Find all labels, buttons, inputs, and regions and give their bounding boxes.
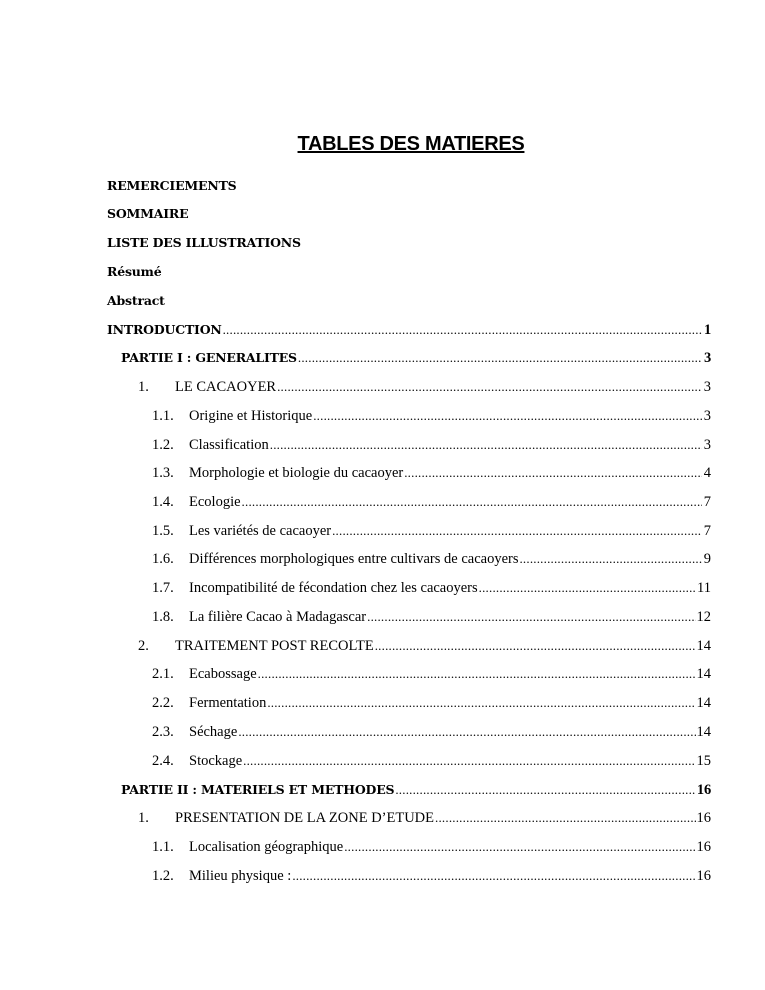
- toc-leader-dots: [332, 522, 702, 540]
- toc-entry-number: 1.2.: [152, 868, 174, 884]
- toc-entry-label: Classification: [189, 437, 269, 453]
- toc-entry-ecologie[interactable]: [152, 493, 711, 511]
- toc-entry-page: 4: [703, 465, 711, 481]
- toc-entry-varietes[interactable]: [152, 522, 711, 540]
- toc-entry-page: 9: [703, 551, 711, 567]
- toc-entry-page: 3: [703, 379, 711, 395]
- toc-entry-label: Ecabossage: [189, 666, 257, 682]
- toc-entry-page: 16: [696, 839, 711, 855]
- toc-entry-label: La filière Cacao à Madagascar: [189, 609, 367, 625]
- toc-entry-ecabossage[interactable]: [152, 665, 711, 683]
- toc-entry-traitement[interactable]: [138, 637, 711, 655]
- toc-entry-page: 7: [703, 494, 711, 510]
- toc-entry-introduction[interactable]: [107, 321, 711, 339]
- toc-leader-dots: [479, 579, 696, 597]
- toc-entry-page: 7: [703, 523, 711, 539]
- toc-leader-dots: [277, 378, 702, 396]
- toc-entry-number: 1.2.: [152, 437, 174, 453]
- toc-entry-label: Milieu physique :: [189, 868, 292, 884]
- toc-entry-differences[interactable]: [152, 550, 711, 568]
- toc-entry-number: 1.: [138, 810, 149, 826]
- toc-entry-page: 16: [696, 782, 711, 798]
- toc-entry-label: PRESENTATION DE LA ZONE D’ETUDE: [175, 810, 435, 826]
- toc-entry-morphologie[interactable]: [152, 464, 711, 482]
- toc-entry-page: 15: [696, 753, 711, 769]
- toc-leader-dots: [242, 493, 702, 511]
- toc-entry-label: INTRODUCTION: [107, 322, 222, 337]
- toc-entry-label: Différences morphologiques entre cultivars de cacaoyers: [189, 551, 519, 567]
- toc-entry-page: 14: [696, 724, 711, 740]
- toc-entry-partie-2[interactable]: [121, 781, 711, 799]
- toc-leader-dots: [395, 781, 696, 799]
- toc-leader-dots: [267, 694, 695, 712]
- toc-entry-number: 1.7.: [152, 580, 174, 596]
- toc-entry-filiere[interactable]: [152, 608, 711, 626]
- toc-entry-label: Morphologie et biologie du cacaoyer: [189, 465, 404, 481]
- toc-entry-number: 1.1.: [152, 839, 174, 855]
- toc-leader-dots: [223, 321, 702, 339]
- toc-entry-number: 1.3.: [152, 465, 174, 481]
- toc-entry-classification[interactable]: [152, 436, 711, 454]
- toc-leader-dots: [404, 464, 702, 482]
- toc-entry-page: 14: [696, 666, 711, 682]
- toc-leader-dots: [435, 809, 695, 827]
- toc-entry-number: 2.1.: [152, 666, 174, 682]
- toc-leader-dots: [375, 637, 696, 655]
- toc-entry-label: PARTIE I : GENERALITES: [121, 350, 297, 365]
- toc-leader-dots: [292, 867, 695, 885]
- toc-entry-milieu-physique[interactable]: [152, 867, 711, 885]
- toc-entry-origine[interactable]: [152, 407, 711, 425]
- toc-entry-label: Stockage: [189, 753, 243, 769]
- toc-entry-presentation-zone[interactable]: [138, 809, 711, 827]
- toc-entry-partie-1[interactable]: [121, 349, 711, 367]
- toc-leader-dots: [238, 723, 695, 741]
- toc-leader-dots: [298, 349, 702, 367]
- toc-entry-le-cacaoyer[interactable]: [138, 378, 711, 396]
- toc-leader-dots: [344, 838, 695, 856]
- toc-entry-incompatibilite[interactable]: [152, 579, 711, 597]
- toc-entry-number: 2.2.: [152, 695, 174, 711]
- toc-leader-dots: [519, 550, 702, 568]
- toc-entry-page: 3: [703, 350, 711, 366]
- toc-entry-page: 16: [696, 868, 711, 884]
- toc-entry-number: 2.: [138, 638, 149, 654]
- toc-leader-dots: [270, 436, 702, 454]
- toc-entry-localisation[interactable]: [152, 838, 711, 856]
- toc-entry-page: 12: [696, 609, 711, 625]
- toc-entry-label: Ecologie: [189, 494, 241, 510]
- toc-entry-number: 1.8.: [152, 609, 174, 625]
- toc-entry-label: LE CACAOYER: [175, 379, 277, 395]
- toc-entry-fermentation[interactable]: [152, 694, 711, 712]
- toc-entry-number: 1.6.: [152, 551, 174, 567]
- front-matter-sommaire: SOMMAIRE: [107, 206, 189, 221]
- toc-entry-label: Origine et Historique: [189, 408, 313, 424]
- toc-entry-page: 14: [696, 638, 711, 654]
- toc-leader-dots: [258, 665, 696, 683]
- toc-entry-label: TRAITEMENT POST RECOLTE: [175, 638, 374, 654]
- toc-entry-number: 1.5.: [152, 523, 174, 539]
- toc-entry-page: 11: [697, 580, 711, 596]
- toc-leader-dots: [313, 407, 702, 425]
- toc-leader-dots: [243, 752, 695, 770]
- toc-entry-label: Localisation géographique: [189, 839, 344, 855]
- toc-entry-label: Les variétés de cacaoyer: [189, 523, 332, 539]
- toc-entry-number: 1.: [138, 379, 149, 395]
- toc-entry-stockage[interactable]: [152, 752, 711, 770]
- toc-entry-page: 1: [703, 322, 711, 338]
- toc-entry-sechage[interactable]: [152, 723, 711, 741]
- toc-entry-label: Fermentation: [189, 695, 267, 711]
- toc-entry-page: 3: [703, 437, 711, 453]
- toc-entry-page: 3: [703, 408, 711, 424]
- page-title: TABLES DES MATIERES: [297, 133, 525, 155]
- front-matter-remerciements: REMERCIEMENTS: [107, 178, 237, 193]
- front-matter-resume: Résumé: [107, 264, 162, 279]
- front-matter-abstract: Abstract: [107, 293, 165, 308]
- toc-entry-page: 14: [696, 695, 711, 711]
- toc-entry-number: 2.4.: [152, 753, 174, 769]
- front-matter-liste-illustrations: LISTE DES ILLUSTRATIONS: [107, 235, 301, 250]
- toc-leader-dots: [367, 608, 695, 626]
- toc-entry-number: 1.4.: [152, 494, 174, 510]
- toc-entry-label: PARTIE II : MATERIELS ET METHODES: [121, 782, 395, 797]
- toc-entry-number: 1.1.: [152, 408, 174, 424]
- toc-entry-label: Incompatibilité de fécondation chez les cacaoyers: [189, 580, 478, 596]
- toc-entry-page: 16: [696, 810, 711, 826]
- toc-entry-number: 2.3.: [152, 724, 174, 740]
- toc-entry-label: Séchage: [189, 724, 238, 740]
